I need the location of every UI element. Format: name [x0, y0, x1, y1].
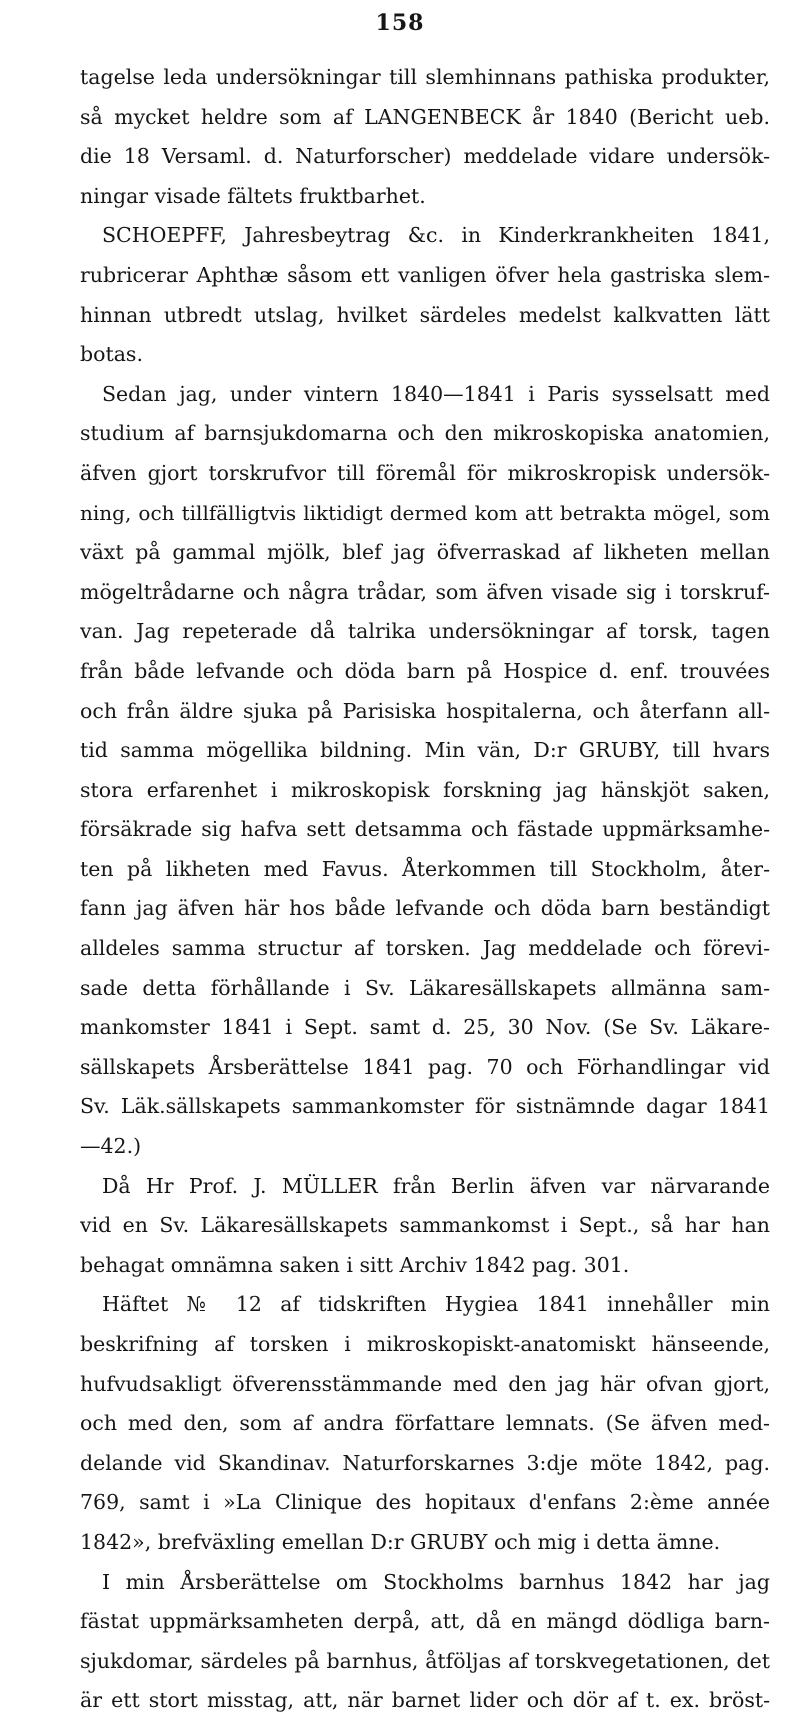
text-line: vid en Sv. Läkaresällskapets sammankomst i Sept., så har han — [80, 1213, 770, 1238]
text-line: hinnan utbredt utslag, hvilket särdeles medelst kalkvatten lätt — [80, 302, 770, 327]
text-line: van. Jag repeterade då talrika undersökningar af torsk, tagen — [80, 619, 770, 644]
text-line: mögeltrådarne och några trådar, som äfven visade sig i torskruf- — [80, 579, 770, 604]
text-line: fann jag äfven här hos både lefvande och döda barn beständigt — [80, 896, 770, 921]
text-line: delande vid Skandinav. Naturforskarnes 3:dje möte 1842, pag. — [80, 1450, 770, 1475]
text-line: ning, och tillfälligtvis liktidigt dermed kom att betrakta mögel, som — [80, 500, 770, 525]
text-line: tagelse leda undersökningar till slemhinnans pathiska produkter, — [80, 65, 770, 89]
text-line: sade detta förhållande i Sv. Läkaresällskapets allmänna sam- — [80, 975, 770, 1000]
text-line: botas. — [80, 342, 143, 367]
text-line: försäkrade sig hafva sett detsamma och fästade uppmärksamhe- — [80, 817, 770, 842]
text-line: så mycket heldre som af LANGENBECK år 1840 (Bericht ueb. — [80, 104, 770, 129]
text-line: beskrifning af torsken i mikroskopiskt-anatomiskt hänseende, — [80, 1332, 770, 1356]
text-line: tid samma mögellika bildning. Min vän, D:r GRUBY, till hvars — [80, 738, 770, 763]
text-line: SCHOEPFF, Jahresbeytrag &c. in Kinderkrankheiten 1841, — [102, 223, 770, 248]
text-line: —42.) — [80, 1134, 142, 1159]
text-line: Då Hr Prof. J. MÜLLER från Berlin äfven var närvarande — [102, 1173, 770, 1198]
text-line: och med den, som af andra författare lemnats. (Se äfven med- — [80, 1411, 770, 1436]
text-line: mankomster 1841 i Sept. samt d. 25, 30 Nov. (Se Sv. Läkare- — [80, 1015, 770, 1040]
text-line: äfven gjort torskrufvor till föremål för mikroskropisk undersök- — [80, 460, 770, 485]
text-line: ten på likheten med Favus. Återkommen till Stockholm, åter- — [80, 856, 770, 881]
text-line: sjukdomar, särdeles på barnhus, åtföljas af torskvegetationen, det — [80, 1648, 770, 1673]
text-line: fästat uppmärksamheten derpå, att, då en mängd dödliga barn- — [80, 1609, 770, 1634]
text-line: alldeles samma structur af torsken. Jag meddelade och förevi- — [80, 936, 770, 961]
text-line: från både lefvande och döda barn på Hospice d. enf. trouvées — [80, 658, 770, 683]
page-number: 158 — [375, 10, 425, 36]
text-line: rubricerar Aphthæ såsom ett vanligen öfver hela gastriska slem- — [80, 262, 770, 287]
text-line: die 18 Versaml. d. Naturforscher) meddelade vidare undersök- — [80, 144, 770, 169]
text-line: 769, samt i »La Clinique des hopitaux d'enfans 2:ème année — [80, 1490, 770, 1515]
text-line: Sv. Läk.sällskapets sammankomster för sistnämnde dagar 1841 — [80, 1094, 770, 1119]
text-line: I min Årsberättelse om Stockholms barnhus 1842 har jag — [102, 1569, 770, 1594]
text-line: är ett stort misstag, att, när barnet lider och dör af t. ex. bröst- — [80, 1688, 770, 1713]
text-line: Häftet № 12 af tidskriften Hygiea 1841 innehåller min — [102, 1292, 770, 1317]
text-line: och från äldre sjuka på Parisiska hospitalerna, och återfann all- — [80, 698, 770, 723]
body-text — [80, 58, 770, 1721]
text-line: 1842», brefväxling emellan D:r GRUBY och mig i detta ämne. — [80, 1529, 721, 1554]
text-line: behagat omnämna saken i sitt Archiv 1842 pag. 301. — [80, 1252, 630, 1277]
text-line: ningar visade fältets fruktbarhet. — [80, 183, 426, 208]
text-line: stora erfarenhet i mikroskopisk forskning jag hänskjöt saken, — [80, 777, 770, 802]
text-line: studium af barnsjukdomarna och den mikroskopiska anatomien, — [80, 421, 770, 446]
text-line: Sedan jag, under vintern 1840—1841 i Paris sysselsatt med — [102, 381, 770, 406]
text-line: sällskapets Årsberättelse 1841 pag. 70 och Förhandlingar vid — [80, 1054, 770, 1079]
text-line: växt på gammal mjölk, blef jag öfverraskad af likheten mellan — [80, 540, 770, 565]
text-line: hufvudsakligt öfverensstämmande med den jag här ofvan gjort, — [80, 1371, 770, 1396]
